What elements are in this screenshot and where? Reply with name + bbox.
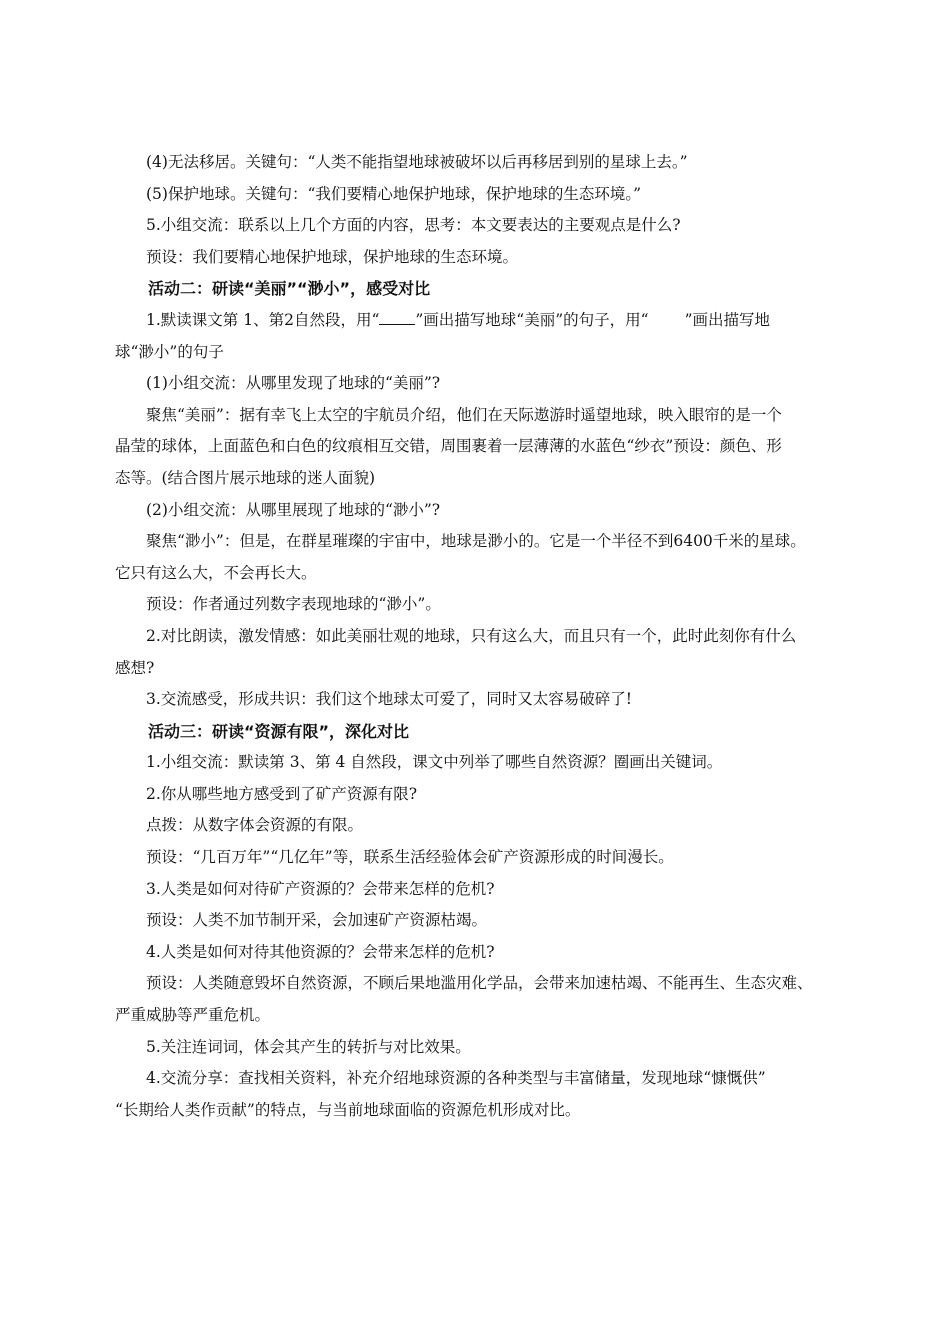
- section-heading: 活动三：研读“资源有限”，深化对比: [148, 721, 410, 741]
- paragraph-line: [115, 305, 855, 337]
- section-heading: 活动二：研读“美丽”“渺小”，感受对比: [148, 279, 431, 299]
- paragraph-line: 4.交流分享：查找相关资料，补充介绍地球资源的各种类型与丰富储量，发现地球“慷慨供”: [146, 1069, 766, 1088]
- paragraph-line: 2.你从哪些地方感受到了矿产资源有限?: [146, 784, 418, 803]
- document-body: [115, 147, 855, 1126]
- paragraph-line: 球“渺小”的句子: [115, 342, 224, 361]
- paragraph-line: 4.人类是如何对待其他资源的？会带来怎样的危机?: [146, 942, 495, 961]
- text-segment: 1.默读课文第 1、第2自然段，用“: [146, 310, 380, 329]
- text-segment: ”画出描写地球“美丽”的句子，用“: [415, 310, 649, 329]
- paragraph-line: 预设：人类随意毁坏自然资源，不顾后果地滥用化学品，会带来加速枯竭、不能再生、生态灾难、: [146, 974, 813, 993]
- paragraph-line: 严重威胁等严重危机。: [115, 1006, 271, 1025]
- paragraph-line: (5)保护地球。关键句：“我们要精心地保护地球，保护地球的生态环境。”: [146, 184, 642, 203]
- paragraph-line: 晶莹的球体，上面蓝色和白色的纹痕相互交错，周围裹着一层薄薄的水蓝色“纱衣”预设：颜色、形: [115, 437, 782, 456]
- paragraph-line: 3.交流感受，形成共识：我们这个地球太可爱了，同时又太容易破碎了!: [146, 690, 633, 709]
- paragraph-line: 感想?: [115, 658, 155, 677]
- paragraph-line: 5.小组交流：联系以上几个方面的内容，思考：本文要表达的主要观点是什么?: [146, 216, 681, 235]
- paragraph-line: 态等。(结合图片展示地球的迷人面貌): [115, 468, 376, 487]
- paragraph-line: 预设：“几百万年”“几亿年”等，联系生活经验体会矿产资源形成的时间漫长。: [146, 848, 674, 867]
- paragraph-line: 预设：我们要精心地保护地球，保护地球的生态环境。: [146, 247, 519, 266]
- paragraph-line: 3.人类是如何对待矿产资源的？会带来怎样的危机?: [146, 879, 495, 898]
- paragraph-line: 聚焦“美丽”：据有幸飞上太空的宇航员介绍，他们在天际遨游时遥望地球，映入眼帘的是一个: [146, 405, 782, 424]
- paragraph-line: (2)小组交流：从哪里展现了地球的“渺小”?: [146, 500, 441, 519]
- underline-blank-line: [379, 310, 415, 325]
- paragraph-line: 2.对比朗读，激发情感：如此美丽壮观的地球，只有这么大，而且只有一个，此时此刻你有什么: [146, 626, 797, 645]
- text-segment: ”画出描写地: [684, 310, 771, 329]
- paragraph-line: 预设：人类不加节制开采，会加速矿产资源枯竭。: [146, 911, 488, 930]
- paragraph-line: 聚焦“渺小”：但是，在群星璀璨的宇宙中，地球是渺小的。它是一个半径不到6400千米的星球。: [146, 532, 806, 551]
- paragraph-line: 5.关注连词词，体会其产生的转折与对比效果。: [146, 1037, 471, 1056]
- paragraph-line: 它只有这么大，不会再长大。: [115, 563, 317, 582]
- paragraph-line: 1.小组交流：默读第 3、第 4 自然段，课文中列举了哪些自然资源？圈画出关键词。: [146, 753, 723, 772]
- paragraph-line: 预设：作者通过列数字表现地球的“渺小”。: [146, 595, 441, 614]
- paragraph-line: “长期给人类作贡献”的特点，与当前地球面临的资源危机形成对比。: [115, 1100, 581, 1119]
- paragraph-line: 点拨：从数字体会资源的有限。: [146, 816, 364, 835]
- paragraph-line: (1)小组交流：从哪里发现了地球的“美丽”?: [146, 374, 441, 393]
- paragraph-line: (4)无法移居。关键句：“人类不能指望地球被破坏以后再移居到别的星球上去。”: [146, 153, 688, 171]
